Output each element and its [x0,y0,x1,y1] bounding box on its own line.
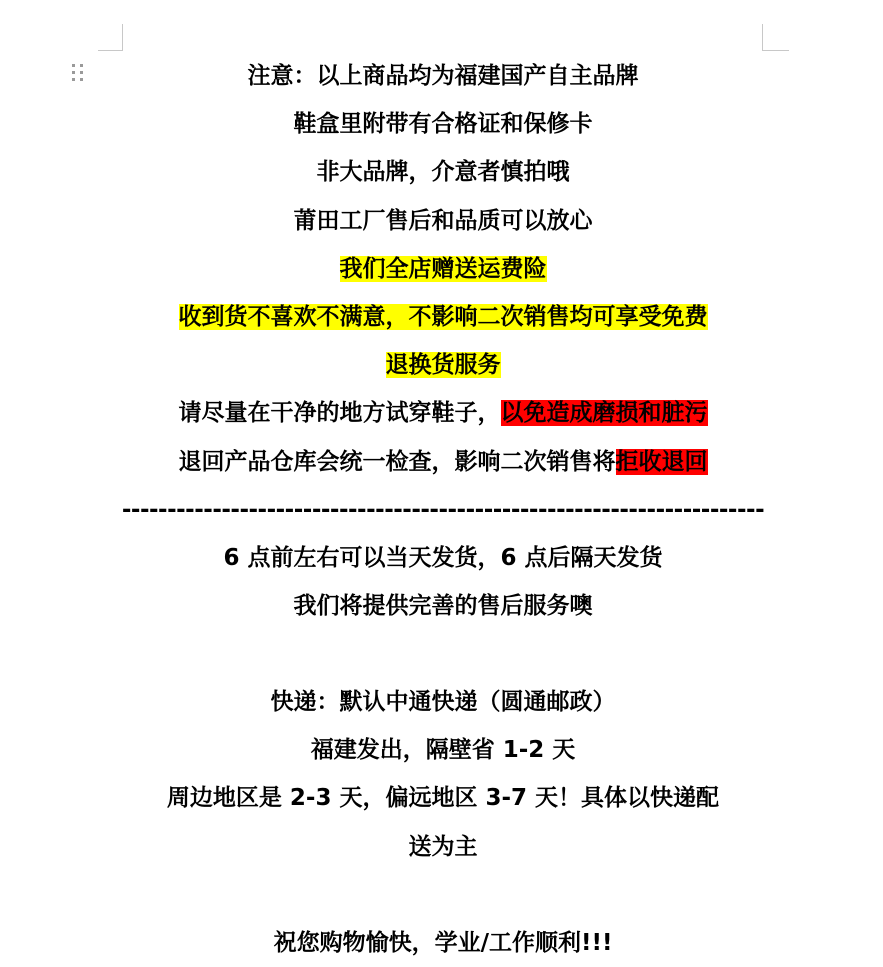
delivery-remote-line: 周边地区是 2-3 天，偏远地区 3-7 天！具体以快递配 [166,785,720,812]
try-on-text: 请尽量在干净的地方试穿鞋子， [178,400,501,427]
delivery-neighbor-line: 福建发出，隔壁省 1-2 天 [310,737,576,764]
spacer [120,871,766,919]
spacer [120,630,766,678]
closing-wishes-line: 祝您购物愉快，学业/工作顺利!!! [273,929,613,956]
drag-handle-icon[interactable] [72,64,86,84]
certificate-line: 鞋盒里附带有合格证和保修卡 [293,111,593,138]
divider-line: ----------------------------------------------------------------------- [121,496,765,523]
insurance-line [120,245,766,293]
notice-line: 注意：以上商品均为福建国产自主品牌 [247,63,639,89]
return-policy-line [120,293,766,341]
document-body [120,52,766,967]
try-on-warning: 以免造成磨损和脏污 [500,400,708,427]
crop-mark-top-right [762,24,789,51]
insurance-highlight: 我们全店赠送运费险 [339,255,547,282]
inspection-text: 退回产品仓库会统一检查，影响二次销售将 [178,448,616,475]
return-service-highlight: 退换货服务 [385,352,501,379]
inspection-line [120,438,766,486]
delivery-remote-line-cont: 送为主 [408,833,478,860]
inspection-warning: 拒收退回 [615,448,708,475]
try-on-line [120,389,766,437]
factory-line: 莆田工厂售后和品质可以放心 [293,207,593,234]
crop-mark-top-left [98,24,123,51]
after-sales-line: 我们将提供完善的售后服务噢 [293,592,593,619]
brand-disclaimer-line: 非大品牌，介意者慎拍哦 [316,159,570,186]
return-service-line [120,341,766,389]
shipping-time-line: 6 点前左右可以当天发货，6 点后隔天发货 [223,544,663,571]
return-policy-highlight: 收到货不喜欢不满意，不影响二次销售均可享受免费 [178,303,708,330]
courier-line: 快递：默认中通快递（圆通邮政） [270,689,616,716]
